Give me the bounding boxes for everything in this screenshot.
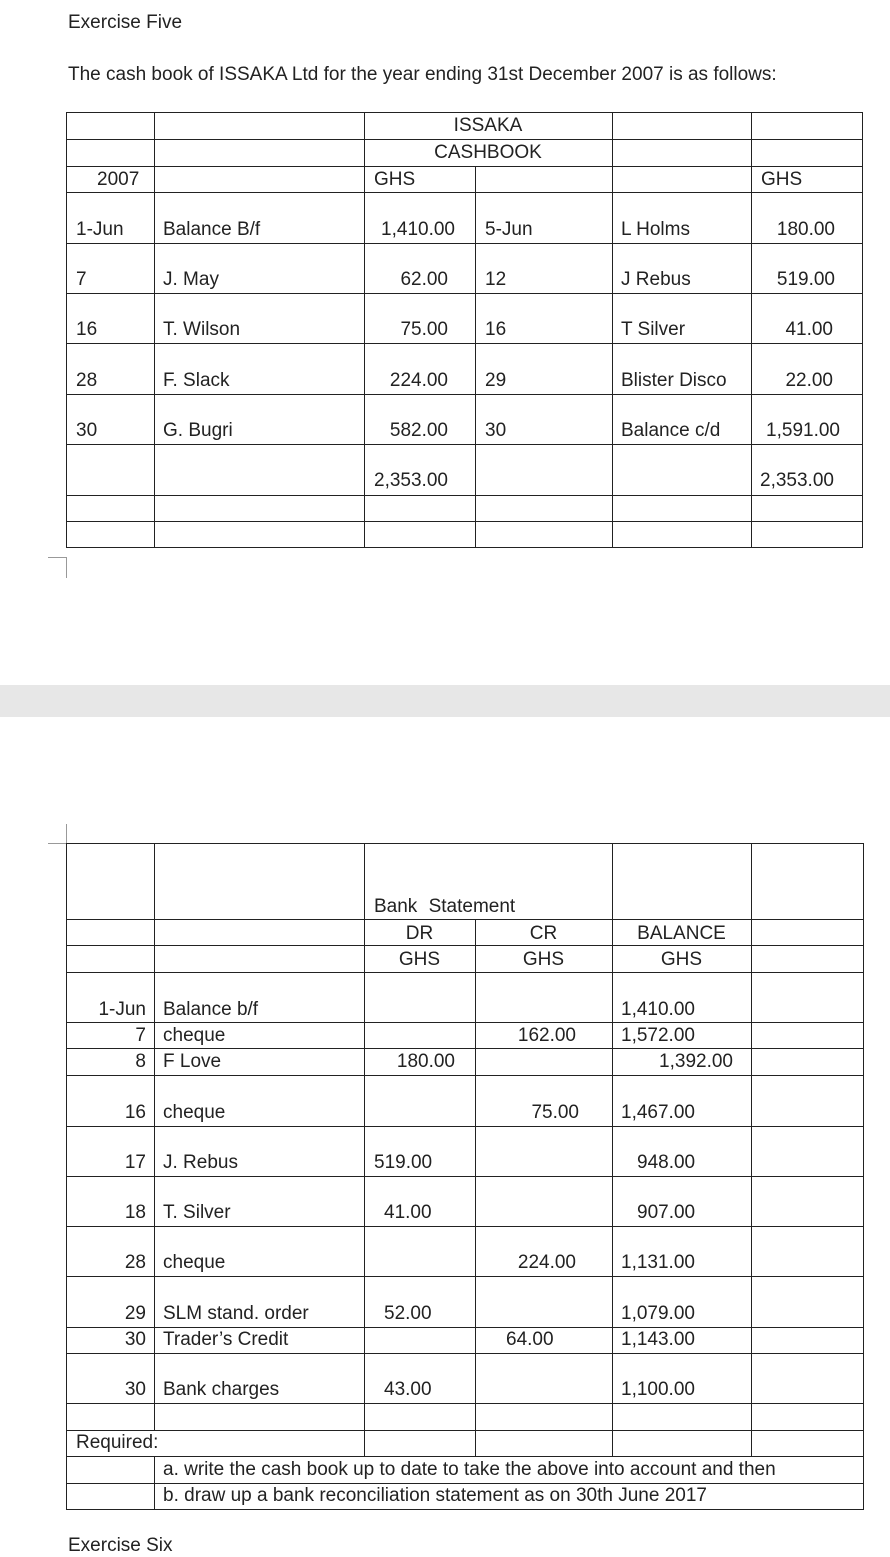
bank-row-name: SLM stand. order	[163, 1303, 309, 1324]
cashbook-year: 2007	[97, 169, 140, 190]
bank-row-date: 30	[124, 1379, 146, 1400]
bank-row-date: 1-Jun	[98, 999, 146, 1020]
bank-row-name: cheque	[163, 1102, 226, 1123]
row-date-right: 16	[485, 319, 507, 340]
bank-row-balance: 1,392.00	[659, 1051, 733, 1072]
bank-row-name: T. Silver	[163, 1202, 231, 1223]
cashbook-title-line1: ISSAKA	[453, 115, 523, 136]
row-date-right: 12	[485, 269, 507, 290]
row-name-right: Blister Disco	[621, 370, 727, 391]
bank-row-balance: 1,100.00	[621, 1379, 695, 1400]
cashbook-total-left: 2,353.00	[374, 470, 448, 491]
required-label: Required:	[76, 1432, 159, 1453]
dr-header: DR	[405, 923, 434, 944]
row-name-right: J Rebus	[621, 269, 691, 290]
row-amount-right: 1,591.00	[766, 420, 840, 441]
bank-statement-title: Bank Statement	[374, 896, 516, 917]
row-name-right: T Silver	[621, 319, 686, 340]
bank-row-balance: 1,143.00	[621, 1329, 695, 1350]
bank-row-dr: 43.00	[384, 1379, 432, 1400]
bank-row-name: F Love	[163, 1051, 222, 1072]
bank-row-dr: 519.00	[374, 1152, 433, 1173]
bank-row-cr: 162.00	[517, 1025, 576, 1046]
cashbook-currency-left: GHS	[374, 169, 416, 190]
required-item-b: b. draw up a bank reconciliation statement as on 30th June 2017	[163, 1485, 707, 1506]
cr-currency: GHS	[522, 949, 565, 970]
cashbook-currency-right: GHS	[761, 169, 803, 190]
bank-row-name: Balance b/f	[163, 999, 259, 1020]
row-name-right: Balance c/d	[621, 420, 721, 441]
bank-row-balance: 907.00	[637, 1202, 696, 1223]
row-name-left: G. Bugri	[163, 420, 233, 441]
dr-currency: GHS	[398, 949, 441, 970]
next-exercise-heading-cutoff: Exercise Six	[68, 1535, 173, 1556]
bank-row-dr: 41.00	[384, 1202, 432, 1223]
row-date-left: 30	[76, 420, 98, 441]
row-date-left: 28	[76, 370, 98, 391]
cr-header: CR	[529, 923, 558, 944]
row-amount-right: 41.00	[785, 319, 833, 340]
bank-row-date: 28	[124, 1252, 146, 1273]
balance-header: BALANCE	[637, 923, 726, 944]
bank-row-balance: 1,079.00	[621, 1303, 695, 1324]
bank-row-date: 18	[124, 1202, 146, 1223]
row-date-left: 16	[76, 319, 98, 340]
bank-row-balance: 1,410.00	[621, 999, 695, 1020]
intro-text: The cash book of ISSAKA Ltd for the year ending 31st December 2007 is as follows:	[68, 64, 777, 85]
row-date-left: 7	[76, 269, 87, 290]
bank-row-balance: 1,572.00	[621, 1025, 695, 1046]
row-amount-left: 1,410.00	[381, 219, 455, 240]
bank-row-balance: 948.00	[637, 1152, 696, 1173]
row-date-right: 5-Jun	[485, 219, 533, 240]
row-name-left: F. Slack	[163, 370, 230, 391]
row-name-right: L Holms	[621, 219, 690, 240]
bank-row-cr: 64.00	[506, 1329, 554, 1350]
bank-row-name: Trader’s Credit	[163, 1329, 289, 1350]
row-amount-right: 519.00	[776, 269, 835, 290]
bank-row-dr: 52.00	[384, 1303, 432, 1324]
bank-row-cr: 224.00	[517, 1252, 576, 1273]
bank-row-dr: 180.00	[396, 1051, 455, 1072]
row-amount-right: 22.00	[785, 370, 833, 391]
row-amount-left: 75.00	[400, 319, 448, 340]
bank-row-date: 7	[135, 1025, 146, 1046]
row-name-left: T. Wilson	[163, 319, 241, 340]
row-amount-left: 582.00	[389, 420, 448, 441]
row-amount-left: 224.00	[389, 370, 448, 391]
required-item-a: a. write the cash book up to date to take the above into account and then	[163, 1459, 776, 1480]
bank-row-name: cheque	[163, 1025, 226, 1046]
bank-row-name: J. Rebus	[163, 1152, 238, 1173]
bank-row-date: 16	[124, 1102, 146, 1123]
balance-currency: GHS	[660, 949, 703, 970]
bank-row-cr: 75.00	[531, 1102, 579, 1123]
bank-row-date: 30	[124, 1329, 146, 1350]
bank-row-name: Bank charges	[163, 1379, 280, 1400]
bank-row-balance: 1,131.00	[621, 1252, 695, 1273]
row-amount-right: 180.00	[776, 219, 835, 240]
bank-row-date: 17	[124, 1152, 146, 1173]
bank-row-name: cheque	[163, 1252, 226, 1273]
row-name-left: Balance B/f	[163, 219, 261, 240]
row-date-right: 30	[485, 420, 507, 441]
row-date-right: 29	[485, 370, 507, 391]
bank-row-balance: 1,467.00	[621, 1102, 695, 1123]
bank-row-date: 8	[135, 1051, 146, 1072]
row-date-left: 1-Jun	[76, 219, 124, 240]
exercise-heading: Exercise Five	[68, 12, 183, 33]
row-name-left: J. May	[163, 269, 219, 290]
cashbook-total-right: 2,353.00	[760, 470, 834, 491]
row-amount-left: 62.00	[400, 269, 448, 290]
page-separator	[0, 685, 890, 717]
bank-row-date: 29	[124, 1303, 146, 1324]
cashbook-title-line2: CASHBOOK	[434, 142, 542, 163]
